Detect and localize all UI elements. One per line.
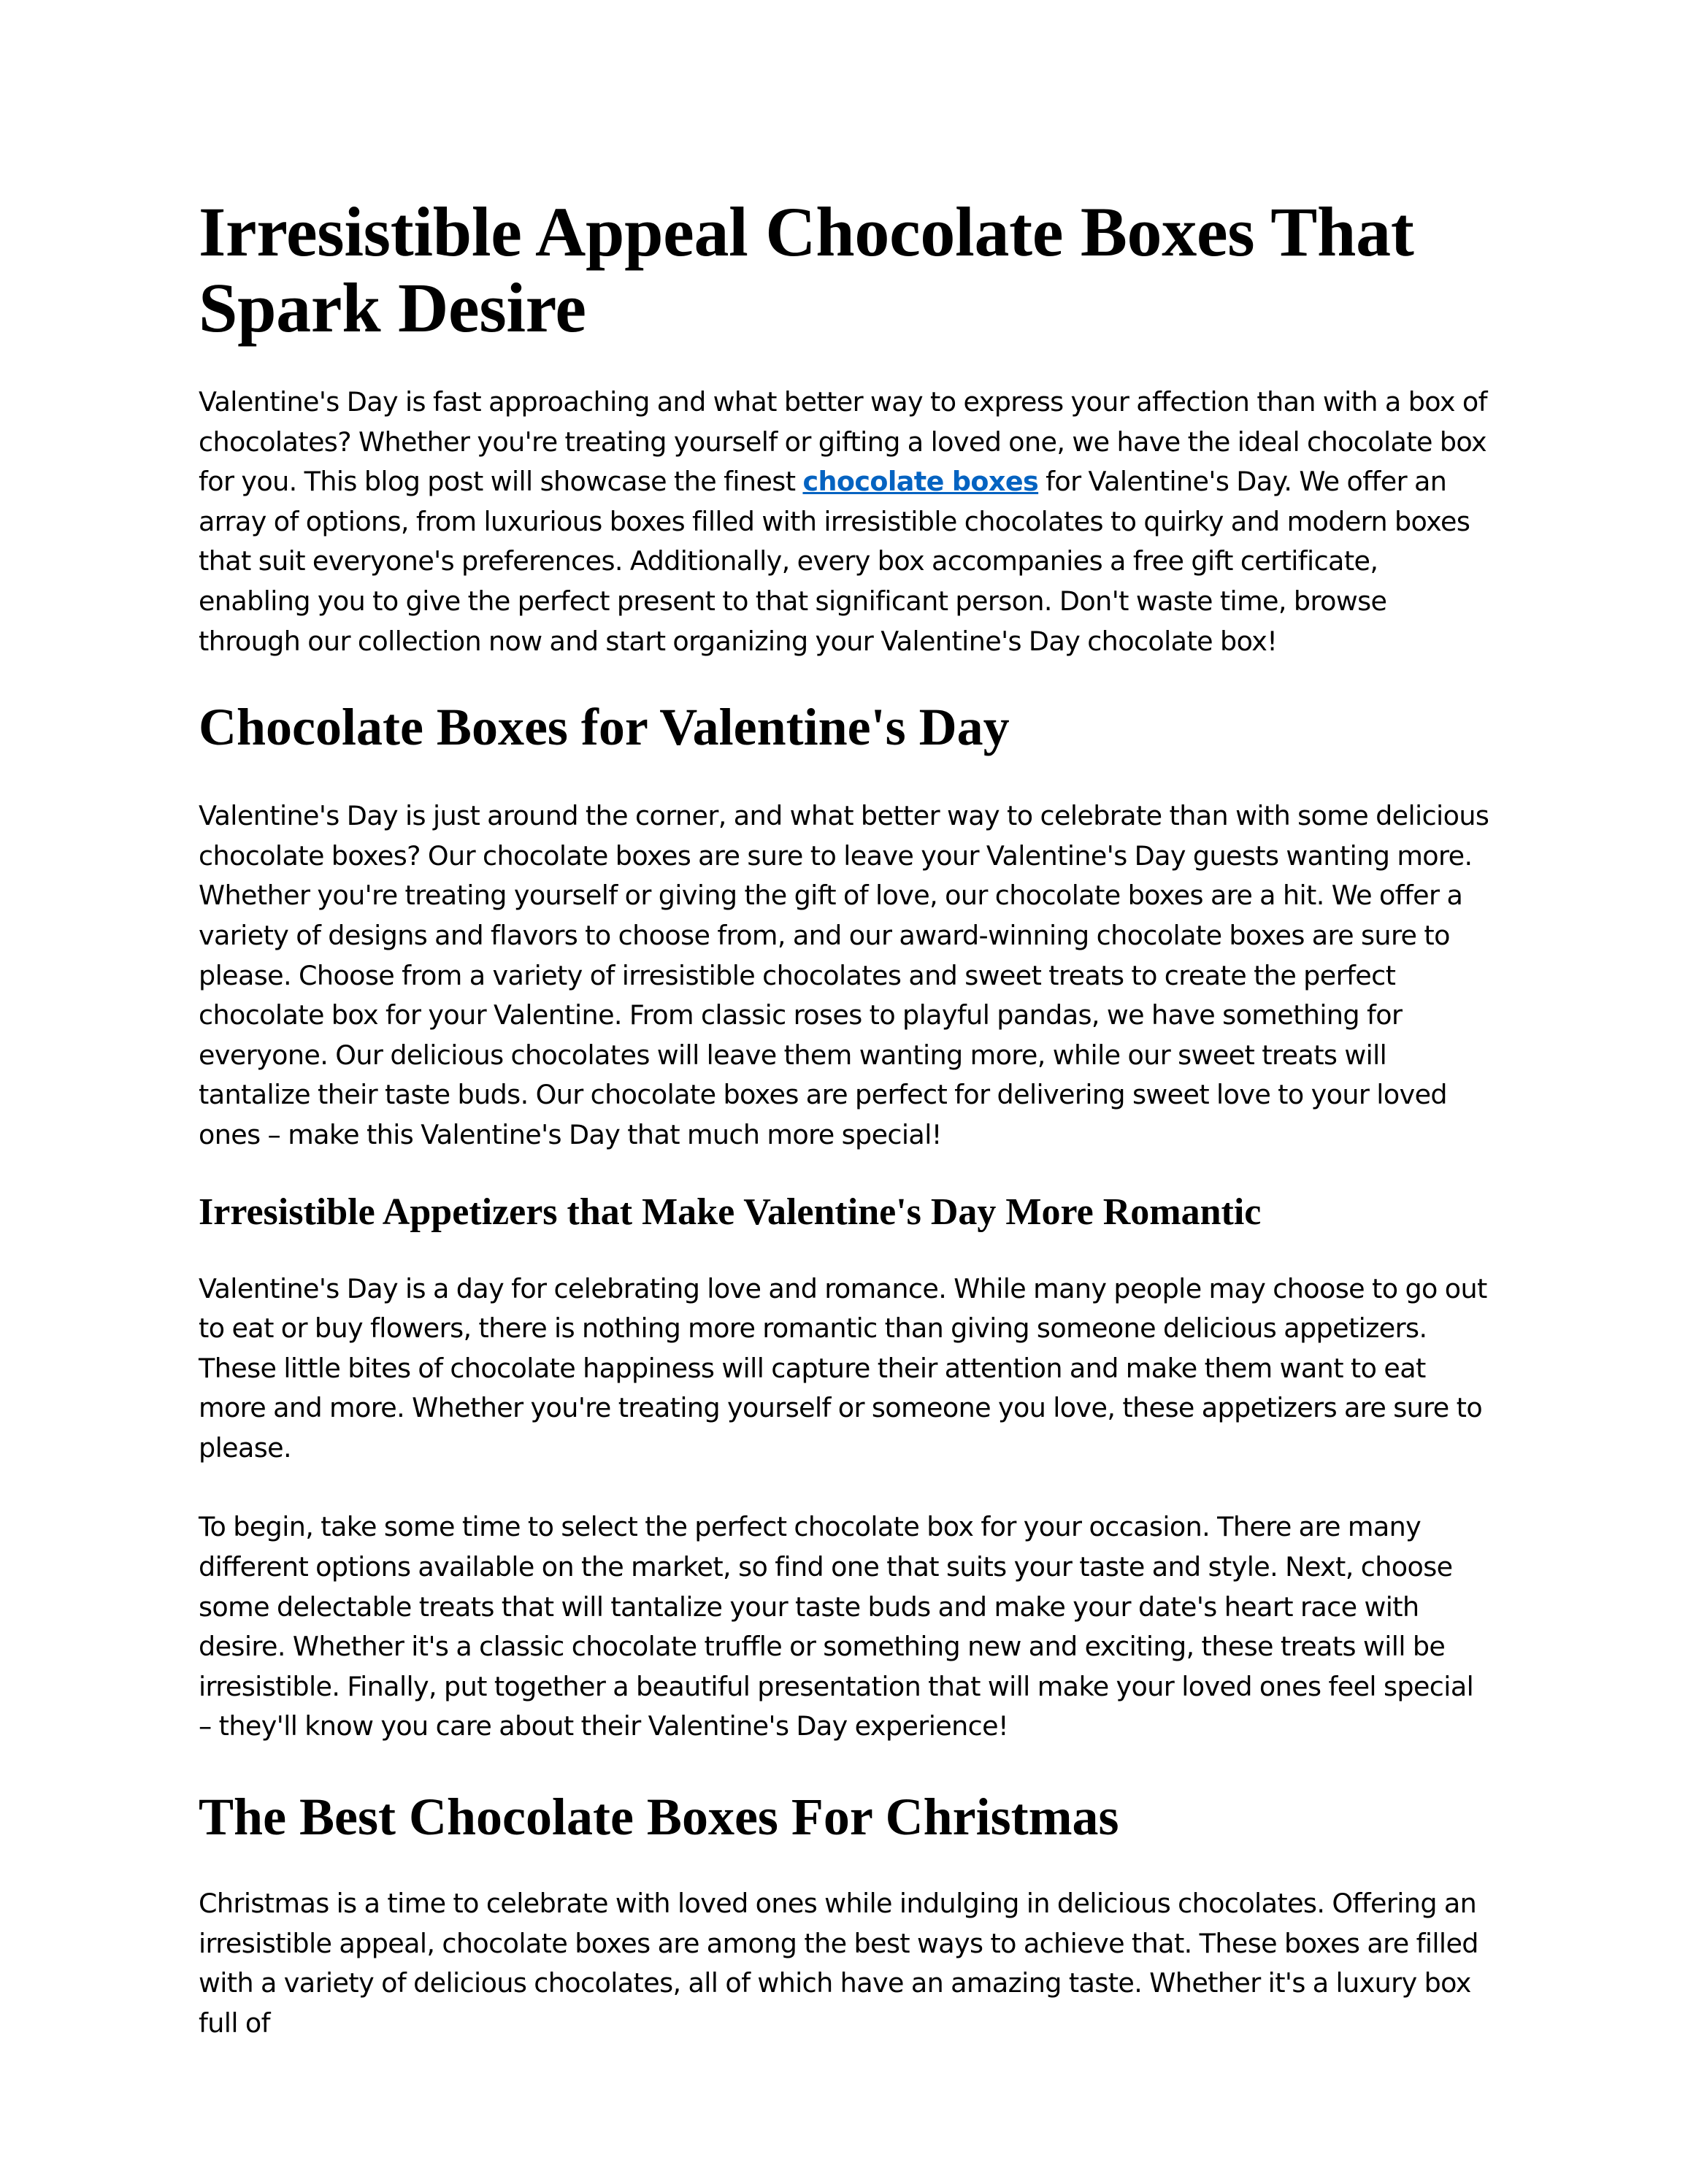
intro-text-after-link: for Valentine's Day. We offer an array of options, from luxurious boxes filled with irresistible chocolates to quirky and modern boxes that suit everyone's preferences. Additionally, every box accompanies a free gift certificate, enabling you to give the perfect present to that significant person. Don't waste time, browse through our collection now and start organizing your Valentine's Day chocolate box!: [199, 466, 1470, 657]
intro-paragraph: [199, 382, 1491, 661]
valentines-paragraph: Valentine's Day is just around the corner, and what better way to celebrate than with some delicious chocolate boxes? Our chocolate boxes are sure to leave your Valentine's Day guests wanting more. Whether you're treating yourself or giving the gift of love, our chocolate boxes are a hit. We offer a variety of designs and flavors to choose from, and our award-winning chocolate boxes are sure to please. Choose from a variety of irresistible chocolates and sweet treats to create the perfect chocolate box for your Valentine. From classic roses to playful pandas, we have something for everyone. Our delicious chocolates will leave them wanting more, while our sweet treats will tantalize their taste buds. Our chocolate boxes are perfect for delivering sweet love to your loved ones – make this Valentine's Day that much more special!: [199, 800, 1489, 1150]
appetizers-paragraph: Valentine's Day is a day for celebrating love and romance. While many people may choose to go out to eat or buy flowers, there is nothing more romantic than giving someone delicious appetizers. These little bites of chocolate happiness will capture their attention and make them want to eat more and more. Whether you're treating yourself or someone you love, these appetizers are sure to please.: [199, 1272, 1487, 1464]
section-heading-christmas: The Best Chocolate Boxes For Christmas: [199, 1788, 1119, 1847]
document-page: [199, 0, 1491, 2043]
intro-text-before-link: Valentine's Day is fast approaching and what better way to express your affection than with a box of chocolates? Whether you're treating yourself or gifting a loved one, we have the ideal chocolate box for you. This blog post will showcase the finest: [199, 386, 1487, 498]
page-title: Irresistible Appeal Chocolate Boxes That Spark Desire: [199, 193, 1414, 347]
christmas-paragraph: Christmas is a time to celebrate with loved ones while indulging in delicious chocolates. Offering an irresistible appeal, chocolate boxes are among the best ways to achieve that. These boxes are filled with a variety of delicious chocolates, all of which have an amazing taste. Whether it's a luxury box full of: [199, 1888, 1478, 2039]
appetizers-paragraph: To begin, take some time to select the perfect chocolate box for your occasion. There are many different options available on the market, so find one that suits your taste and style. Next, choose some delectable treats that will tantalize your taste buds and make your date's heart race with desire. Whether it's a classic chocolate truffle or something new and exciting, these treats will be irresistible. Finally, put together a beautiful presentation that will make your loved ones feel special – they'll know you care about their Valentine's Day experience!: [199, 1511, 1474, 1742]
chocolate-boxes-link[interactable]: chocolate boxes: [802, 466, 1039, 498]
subsection-heading-appetizers: Irresistible Appetizers that Make Valentine's Day More Romantic: [199, 1191, 1262, 1233]
section-heading-valentines: Chocolate Boxes for Valentine's Day: [199, 698, 1010, 757]
